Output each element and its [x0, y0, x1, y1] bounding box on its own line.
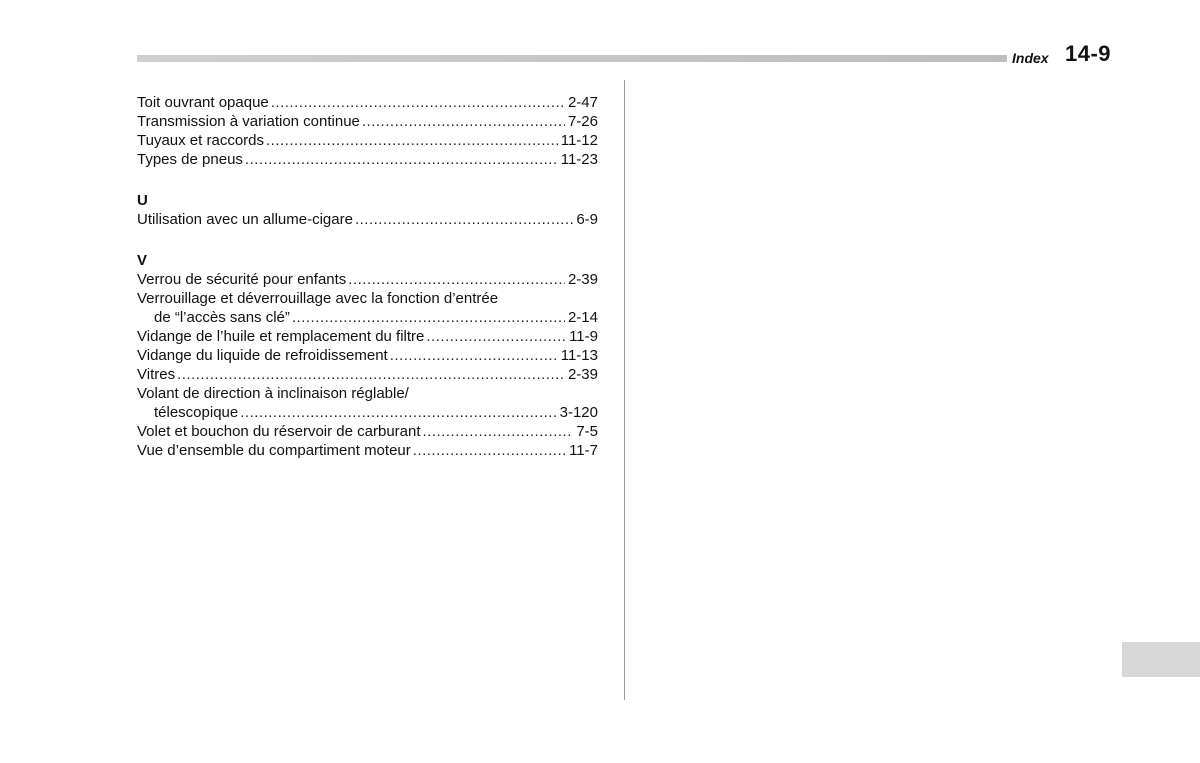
index-entry-multiline: [137, 289, 598, 327]
dot-leader: [355, 210, 573, 229]
index-group-t: [137, 93, 598, 169]
index-entry: [137, 422, 598, 441]
entry-text: Volet et bouchon du réservoir de carburant: [137, 423, 421, 440]
entry-page: 2-47: [567, 94, 598, 111]
entry-page: 11-7: [569, 442, 598, 459]
index-entry: [137, 112, 598, 131]
index-entry-multiline: [137, 384, 598, 422]
entry-text: Vidange de l’huile et remplacement du filtre: [137, 328, 425, 345]
entry-text: Verrouillage et déverrouillage avec la fonction d’entrée: [137, 290, 499, 307]
index-entry-continuation: [137, 403, 598, 422]
column-divider: [624, 80, 625, 700]
header-rule: [137, 55, 1007, 62]
index-entry: [137, 365, 598, 384]
dot-leader: [413, 441, 566, 460]
dot-leader: [362, 112, 565, 131]
dot-leader: [423, 422, 574, 441]
index-entry: [137, 441, 598, 460]
entry-page: 6-9: [576, 211, 598, 228]
dot-leader: [390, 346, 558, 365]
entry-page: 7-5: [576, 423, 598, 440]
entry-text: Transmission à variation continue: [137, 113, 360, 130]
entry-continuation-text: télescopique: [154, 404, 239, 421]
entry-page: 11-23: [560, 151, 598, 168]
index-entry: [137, 346, 598, 365]
letter-heading: V: [137, 252, 148, 269]
letter-heading: U: [137, 192, 148, 209]
entry-text: Vitres: [137, 366, 176, 383]
entry-text: Vue d’ensemble du compartiment moteur: [137, 442, 411, 459]
entry-page: 3-120: [559, 404, 598, 421]
entry-continuation-text: de “l’accès sans clé”: [154, 309, 290, 326]
dot-leader: [177, 365, 565, 384]
header-page-number: 14-9: [1065, 41, 1112, 66]
index-entry: [137, 270, 598, 289]
entry-text: Toit ouvrant opaque: [137, 94, 269, 111]
index-group-v: [137, 251, 598, 460]
index-entry: [137, 210, 598, 229]
thumb-index-tab: [1122, 642, 1200, 677]
dot-leader: [426, 327, 566, 346]
entry-text: Verrou de sécurité pour enfants: [137, 271, 347, 288]
index-entry: [137, 327, 598, 346]
entry-text: Types de pneus: [137, 151, 243, 168]
index-entry: [137, 150, 598, 169]
dot-leader: [348, 270, 565, 289]
entry-page: 2-39: [567, 271, 598, 288]
index-entry: [137, 131, 598, 150]
dot-leader: [292, 308, 565, 327]
header-section-title: Index: [1012, 50, 1049, 66]
entry-text: Tuyaux et raccords: [137, 132, 264, 149]
index-column: [137, 93, 598, 460]
index-group-u: [137, 191, 598, 229]
dot-leader: [240, 403, 556, 422]
index-entry: [137, 93, 598, 112]
entry-page: 11-12: [560, 132, 598, 149]
entry-page: 2-39: [567, 366, 598, 383]
entry-page: 2-14: [567, 309, 598, 326]
entry-page: 7-26: [567, 113, 598, 130]
entry-page: 11-13: [560, 347, 598, 364]
index-entry-continuation: [137, 308, 598, 327]
entry-page: 11-9: [569, 328, 598, 345]
entry-text: Utilisation avec un allume-cigare: [137, 211, 353, 228]
entry-text: Vidange du liquide de refroidissement: [137, 347, 388, 364]
dot-leader: [271, 93, 565, 112]
entry-text: Volant de direction à inclinaison réglable/: [137, 385, 409, 402]
dot-leader: [266, 131, 558, 150]
dot-leader: [245, 150, 558, 169]
